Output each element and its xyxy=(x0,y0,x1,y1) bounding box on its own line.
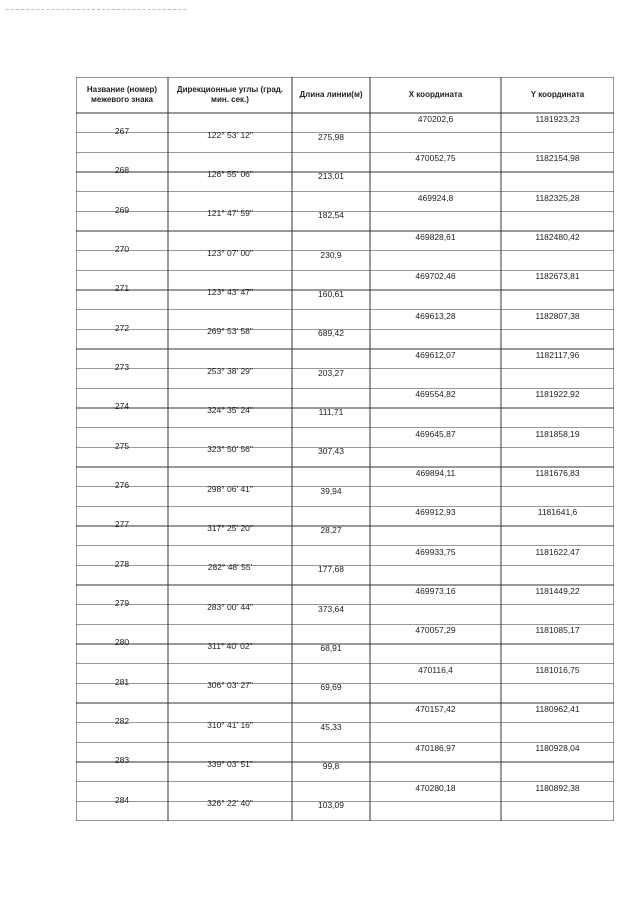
line-length-cell: 160,61 xyxy=(318,289,344,300)
direction-angle-cell: 121° 47' 59" xyxy=(207,208,253,219)
line-length-cell: 275,98 xyxy=(318,131,344,142)
x-coordinate-cell: 470202,6 xyxy=(417,114,454,125)
x-coordinate-cell: 470157,42 xyxy=(415,704,456,715)
line-length-cell: 69,69 xyxy=(320,682,342,693)
scan-artifact-line xyxy=(6,9,186,10)
y-coordinate-cell: 1182807,38 xyxy=(535,310,580,321)
point-name-cell: 280 xyxy=(114,637,130,648)
x-coordinate-cell: 469924,8 xyxy=(417,192,454,203)
point-name-cell: 277 xyxy=(114,519,130,530)
header-direction-angle: Дирекционные углы (град. мин. сек.) xyxy=(176,85,284,104)
x-coordinate-cell: 469894,11 xyxy=(415,468,456,479)
point-name-cell: 282 xyxy=(114,715,130,726)
direction-angle-cell: 282° 48' 55' xyxy=(207,562,253,573)
y-coordinate-cell: 1181922,92 xyxy=(535,389,580,400)
line-length-cell: 68,91 xyxy=(320,643,342,654)
y-coordinate-cell: 1181085,17 xyxy=(535,625,580,636)
x-coordinate-cell: 469828,61 xyxy=(415,232,456,243)
x-coordinate-cell: 469973,16 xyxy=(415,586,456,597)
point-name-cell: 284 xyxy=(114,794,130,805)
direction-angle-cell: 269° 53' 58" xyxy=(207,326,253,337)
header-y-coordinate: Y координата xyxy=(530,90,585,100)
header-line-length: Длина линии(м) xyxy=(299,90,363,100)
point-name-cell: 273 xyxy=(114,361,130,372)
y-coordinate-cell: 1182325,28 xyxy=(535,192,580,203)
y-coordinate-cell: 1181641,6 xyxy=(537,507,578,518)
direction-angle-cell: 123° 07' 00" xyxy=(207,247,253,258)
line-length-cell: 230,9 xyxy=(320,249,342,260)
point-name-cell: 275 xyxy=(114,440,130,451)
point-name-cell: 278 xyxy=(114,558,130,569)
x-coordinate-cell: 470280,18 xyxy=(415,782,456,793)
x-coordinate-cell: 469702,46 xyxy=(415,271,456,282)
y-coordinate-cell: 1181858,19 xyxy=(535,428,580,439)
direction-angle-cell: 253° 38' 29" xyxy=(207,365,253,376)
y-coordinate-cell: 1181622,47 xyxy=(535,546,580,557)
header-point-name: Название (номер) межевого знака xyxy=(86,85,158,104)
line-length-cell: 103,09 xyxy=(318,800,344,811)
line-length-cell: 177,68 xyxy=(318,564,344,575)
x-coordinate-cell: 469612,07 xyxy=(415,350,456,361)
point-name-cell: 276 xyxy=(114,479,130,490)
x-coordinate-cell: 469645,87 xyxy=(415,428,456,439)
header-x-coordinate: X координата xyxy=(408,90,463,100)
line-length-cell: 203,27 xyxy=(318,367,344,378)
line-length-cell: 182,54 xyxy=(318,210,344,221)
line-length-cell: 689,42 xyxy=(318,328,344,339)
direction-angle-cell: 310° 41' 16" xyxy=(207,719,253,730)
y-coordinate-cell: 1180962,41 xyxy=(535,704,580,715)
direction-angle-cell: 122° 53' 12" xyxy=(207,129,253,140)
point-name-cell: 269 xyxy=(114,204,130,215)
direction-angle-cell: 123° 43' 47" xyxy=(207,287,253,298)
x-coordinate-cell: 470052,75 xyxy=(415,153,456,164)
x-coordinate-cell: 470057,29 xyxy=(415,625,456,636)
point-name-cell: 267 xyxy=(114,125,130,136)
line-length-cell: 307,43 xyxy=(318,446,344,457)
direction-angle-cell: 311° 40' 02" xyxy=(207,641,253,652)
direction-angle-cell: 339° 03' 51" xyxy=(207,759,253,770)
line-length-cell: 111,71 xyxy=(318,407,344,418)
point-name-cell: 272 xyxy=(114,322,130,333)
line-length-cell: 28,27 xyxy=(320,525,342,536)
line-length-cell: 373,64 xyxy=(318,603,344,614)
direction-angle-cell: 306° 03' 27" xyxy=(207,680,253,691)
point-name-cell: 270 xyxy=(114,243,130,254)
point-name-cell: 279 xyxy=(114,597,130,608)
direction-angle-cell: 298° 06' 41" xyxy=(207,483,253,494)
x-coordinate-cell: 469933,75 xyxy=(415,546,456,557)
y-coordinate-cell: 1181676,83 xyxy=(535,468,580,479)
y-coordinate-cell: 1182673,81 xyxy=(535,271,580,282)
y-coordinate-cell: 1180928,04 xyxy=(535,743,580,754)
y-coordinate-cell: 1180892,38 xyxy=(535,782,580,793)
x-coordinate-cell: 469912,93 xyxy=(415,507,456,518)
y-coordinate-cell: 1182480,42 xyxy=(535,232,580,243)
x-coordinate-cell: 470116,4 xyxy=(418,664,453,675)
direction-angle-cell: 317° 25' 20" xyxy=(207,523,253,534)
line-length-cell: 213,01 xyxy=(318,171,344,182)
point-name-cell: 274 xyxy=(114,401,130,412)
y-coordinate-cell: 1181449,22 xyxy=(535,586,580,597)
y-coordinate-cell: 1182154,98 xyxy=(535,153,580,164)
y-coordinate-cell: 1181016,75 xyxy=(535,664,580,675)
direction-angle-cell: 126° 55' 06" xyxy=(207,169,253,180)
x-coordinate-cell: 469613,28 xyxy=(415,310,456,321)
direction-angle-cell: 283° 00' 44" xyxy=(207,601,253,612)
y-coordinate-cell: 1181923,23 xyxy=(535,114,580,125)
boundary-coordinates-table xyxy=(76,77,614,821)
point-name-cell: 283 xyxy=(114,755,130,766)
point-name-cell: 271 xyxy=(114,283,130,294)
x-coordinate-cell: 470186,97 xyxy=(415,743,456,754)
y-coordinate-cell: 1182117,96 xyxy=(535,350,580,361)
direction-angle-cell: 326° 22' 40" xyxy=(207,798,253,809)
direction-angle-cell: 323° 50' 56" xyxy=(207,444,253,455)
line-length-cell: 45,33 xyxy=(320,721,342,732)
point-name-cell: 268 xyxy=(114,165,130,176)
line-length-cell: 39,94 xyxy=(320,485,342,496)
point-name-cell: 281 xyxy=(114,676,130,687)
direction-angle-cell: 324° 35' 24" xyxy=(207,405,253,416)
x-coordinate-cell: 469554,82 xyxy=(415,389,456,400)
line-length-cell: 99,8 xyxy=(322,761,340,772)
